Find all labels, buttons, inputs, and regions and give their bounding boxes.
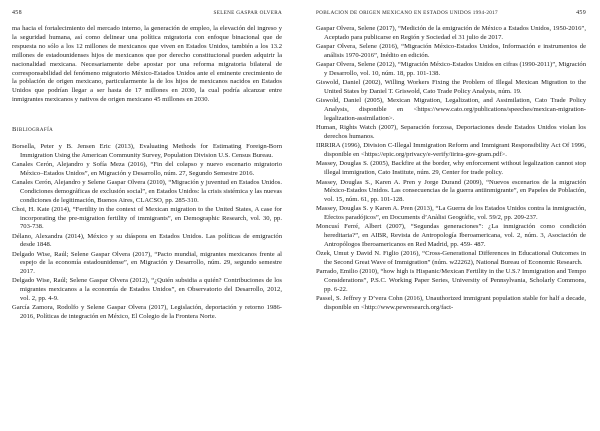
bibliography-entry: Gaspar Olvera, Selene (2017), “Medición de la emigración de México a Estados Unidos, 1950-2016”, Aceptado para publicarse en Región y Sociedad el 31 julio de 2017. (316, 25, 586, 41)
bibliography-entry: Délano, Alexandra (2014), México y su diáspora en Estados Unidos. Las políticas de emigración desde 1848. (12, 232, 282, 249)
bibliography-entry: Giswold, Daniel (2002), Willing Workers Fixing the Problem of Illegal Mexican Migration to the United States by Daniel T. Griswold, Cato Trade Policy Analysis, núm. 19. (316, 79, 586, 96)
bibliography-entry: Canales Cerón, Alejandro y Sofía Meza (2016), “Fin del colapso y nuevo escenario migratorio México–Estados Unidos”, en Migración y Desarrollo, núm. 27, Segundo Semestre 2016. (12, 161, 282, 177)
bibliography-entry: Massey, Douglas S. (2005), Backfire at the border, why enforcement without legalization cannot stop illegal immigration, Cato Institute, núm. 29, Center for trade policy. (316, 160, 586, 177)
right-page (316, 10, 586, 425)
bibliography-entry: Moncusí Ferré, Albert (2007), “Segundas generaciones”: ¿La inmigración como condición hereditaria?”, en AIBR, Revista de Antropología Iberoamericana, vol. 2, núm. 3, Asociación de Antropólogos Iberoamericanos en Red Madrid, pp. 459- 487. (316, 223, 586, 248)
bibliography-entry: Canales Cerón, Alejandro y Selene Gaspar Olvera (2010), “Migración y juventud en Estados Unidos. Condiciones demográficas de exclusión social”, en Estados Unidos: la crisis sistémica y las nuevas condiciones de legitimación, Buenos Aires, CLACSO, pp. 285-310. (12, 179, 282, 204)
bibliography-entry: Delgado Wise, Raúl; Selene Gaspar Olvera (2012), “¿Quién subsidia a quién? Contribuciones de los migrantes mexicanos a la economía de Estados Unidos”, en Observatorio del Desarrollo, 2012, vol. 2, pp. 4-9. (12, 277, 282, 302)
left-page (12, 10, 282, 425)
bibliography-entry: García Zamora, Rodolfo y Selene Gaspar Olvera (2017), Legislación, deportación y retorno 1986-2016, Políticas de integración en México, El Colegio de la Frontera Norte. (12, 303, 282, 320)
bibliography-entry: Massey, Douglas S., Karen A. Pren y Jorge Durand (2009), “Nuevos escenarios de la migración México-Estados Unidos. Las consecuencias de la guerra antiinmigrante”, en Papeles de Población, vol. 15, núm. 61, pp. 101-128. (316, 178, 586, 203)
bibliography-entry: Gaspar Olvera, Selene (2012), “Migración México-Estados Unidos en cifras (1990-2011)”, Migración y Desarrollo, vol. 10, núm. 18, pp. 101-138. (316, 61, 586, 77)
bibliography-entry: IIRRIRA (1996), Division C-Illegal Immigration Reform and Immigrant Responsibility Act Of 1996, disponible en <https://epic.org/privacy/e-verify/iirira-gov-gram.pdf>. (316, 142, 586, 159)
bibliography-entry: Gaspar Olvera, Selene (2016), “Migración México-Estados Unidos, Información e instrumentos de análisis 1970-2016”, Inédito en edición. (316, 43, 586, 59)
section-heading: Bibliografía (12, 126, 54, 134)
bibliography-entry: Delgado Wise, Raúl; Selene Gaspar Olvera (2017), “Pacto mundial, migrantes mexicanos frente al espejo de la economía estadounidense”, en Migración y Desarrollo, núm. 29, segundo semestre 2017. (12, 250, 282, 275)
left-page-number: 458 (12, 10, 22, 16)
body-paragraph: ma hacia el fortalecimiento del mercado interno, la generación de empleo, la elevación del ingreso y la seguridad humana, así como delinear una política migratoria con enfoque binacional que de respuesta no sólo a los 12 millones de mexicanos que viven en Estados Unidos, también a los 13.2 millones de estadounidenses hijos de mexicanos que por derecho constitucional pueden adquirir la nacionalidad mexicana. Necesariamente debe apostar por una reforma migratoria bilateral de corresponsabilidad del fenómeno migratorio México-Estados Unidos ante el eminente crecimiento de la población de origen mexicano, particularmente la de los hijos de mexicanos nacidos en Estados Unidos que podrían llegar a ser hasta de 17 millones en 2030, la cual podría alcanzar entre inmigrantes mexicanos y nativos de origen mexicano 45 millones en 2030. (12, 25, 282, 104)
bibliography-entry: Choi, H. Kate (2014), “Fertility in the context of Mexican migration to the United States, A case for incorporating the pre-migration fertility of immigrants”, en Demographic Research, vol. 30, pp. 703-738. (12, 205, 282, 231)
right-running-head (316, 10, 586, 16)
bibliography-entry: Özek, Umut y David N. Figlio (2016), “Cross-Generational Differences in Educational Outcomes in the Second Great Wave of Immigration” (núm. w22262), National Bureau of Economic Research. (316, 250, 586, 267)
right-running-title: POBLACIÓN DE ORIGEN MEXICANO EN ESTADOS UNIDOS 1994-2017 (316, 10, 498, 16)
right-page-number: 459 (576, 10, 586, 16)
left-running-title: SELENE GASPAR OLVERA (213, 10, 282, 16)
bibliography-entry: Massey, Douglas S. y Karen A. Pren (2013), “La Guerra de los Estados Unidos contra la inmigración, Efectos paradójicos”, en Documents d’Anàlisi Geogràfic, vol. 59/2, pp. 209-237. (316, 205, 586, 222)
bibliography-list-left (12, 143, 282, 321)
left-running-head (12, 10, 282, 16)
bibliography-entry: Parrado, Emilio (2010), “how high is Hispanic/Mexican Fertility in the U.S.? Immigration and Tempo Considerations”, P.S.C. Working Paper Series, University of Pennsylvania, Scholarly Commons, pp. 6-22. (316, 268, 586, 293)
bibliography-entry: Human, Rights Watch (2007), Separación forzosa, Deportaciones desde Estados Unidos violan los derechos humanos. (316, 124, 586, 140)
bibliography-list-right (316, 25, 586, 313)
bibliography-entry: Passel, S. Jeffrey y D’vera Cohn (2016), Unauthorized immigrant population stable for half a decade, disponible en <http://www.pewresearch.org/fact- (316, 295, 586, 311)
bibliography-entry: Giswold, Daniel (2005), Mexican Migration, Legalization, and Assimilation, Cato Trade Policy Analysis, disponible en <https://www.cato.org/publications/speeches/mexican-migration-legalization-assimilation>. (316, 97, 586, 122)
bibliography-entry: Borsella, Peter y B. Jensen Eric (2013), Evaluating Methods for Estimating Foreign-Born Immigration Using the American Community Survey, Population Division U.S. Census Bureau. (12, 143, 282, 159)
